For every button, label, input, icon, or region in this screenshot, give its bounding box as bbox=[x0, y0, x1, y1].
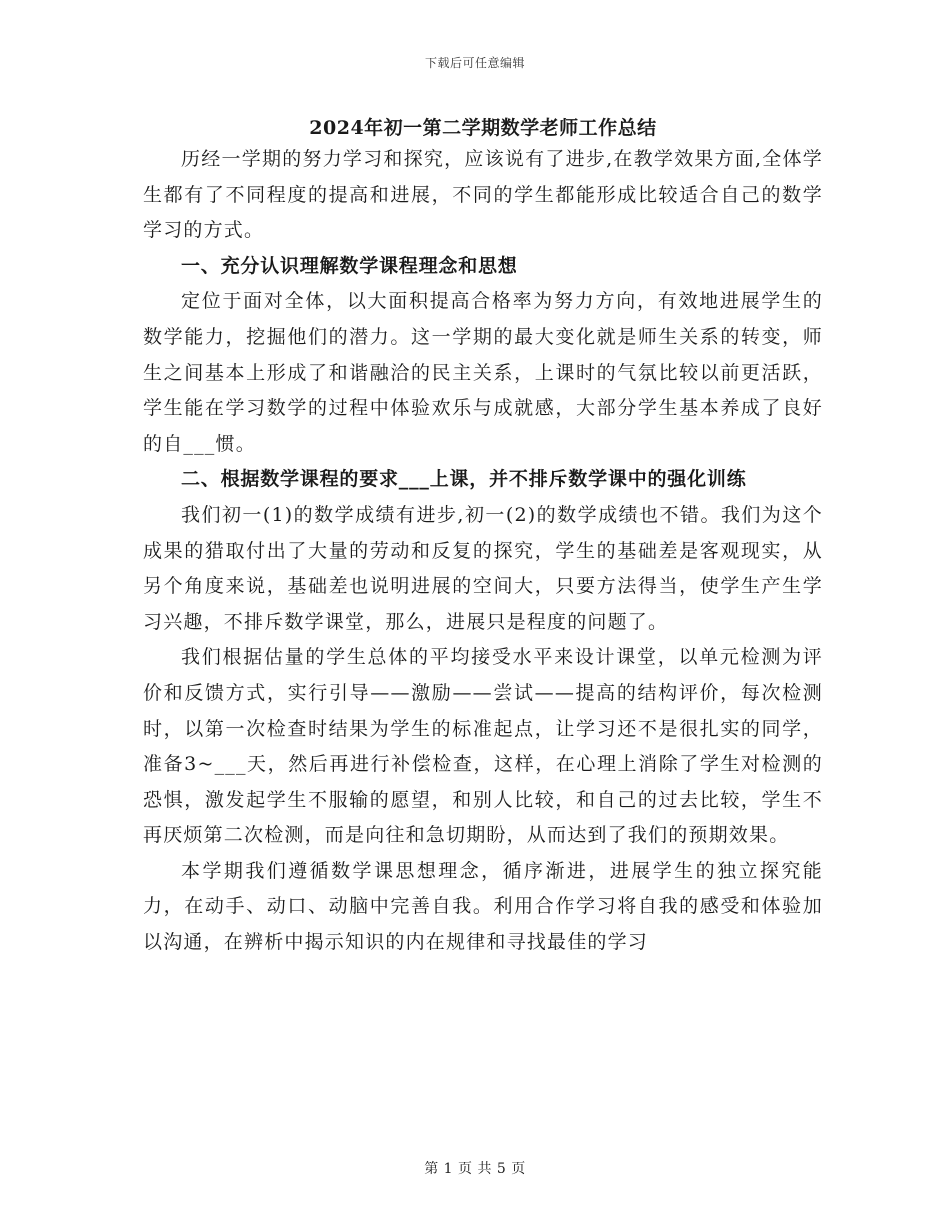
document-title: 2024年初一第二学期数学老师工作总结 bbox=[309, 117, 657, 139]
paragraph-section-2a: 我们初一(1)的数学成绩有进步,初一(2)的数学成绩也不错。我们为这个成果的猎取付出了大量的劳动和反复的探究，学生的基础差是客观现实，从另个角度来说，基础差也说明进展的空间大，只要方法得当，使学生产生学习兴趣，不排斥数学课堂，那么，进展只是程度的问题了。 bbox=[143, 503, 823, 633]
section-heading-1: 一、充分认识理解数学课程理念和思想 bbox=[181, 254, 518, 277]
paragraph-section-1: 定位于面对全体，以大面积提高合格率为努力方向，有效地进展学生的数学能力，挖掘他们的潜力。这一学期的最大变化就是师生关系的转变，师生之间基本上形成了和谐融洽的民主关系，上课时的气氛比较以前更活跃，学生能在学习数学的过程中体验欢乐与成就感，大部分学生基本养成了良好的自___惯。 bbox=[143, 290, 823, 455]
paragraph-section-2b: 我们根据估量的学生总体的平均接受水平来设计课堂，以单元检测为评价和反馈方式，实行引导——激励——尝试——提高的结构评价，每次检测时，以第一次检查时结果为学生的标准起点，让学习还不是很扎实的同学，准备3~___天，然后再进行补偿检查，这样，在心理上消除了学生对检测的恐惧，激发起学生不服输的愿望，和别人比较，和自己的过去比较，学生不再厌烦第二次检测，而是向往和急切期盼，从而达到了我们的预期效果。 bbox=[143, 646, 823, 847]
document-body bbox=[143, 114, 823, 961]
header-note: 下载后可任意编辑 bbox=[424, 56, 525, 70]
page-footer: 第 1 页 共 5 页 bbox=[424, 1161, 526, 1177]
section-heading-2: 二、根据数学课程的要求___上课，并不排斥数学课中的强化训练 bbox=[181, 468, 747, 491]
paragraph-section-2c: 本学期我们遵循数学课思想理念，循序渐进，进展学生的独立探究能力，在动手、动口、动脑中完善自我。利用合作学习将自我的感受和体验加以沟通，在辨析中揭示知识的内在规律和寻找最佳的学习 bbox=[143, 859, 823, 954]
paragraph-intro: 历经一学期的努力学习和探究，应该说有了进步,在教学效果方面,全体学生都有了不同程度的提高和进展，不同的学生都能形成比较适合自己的数学学习的方式。 bbox=[143, 148, 823, 242]
